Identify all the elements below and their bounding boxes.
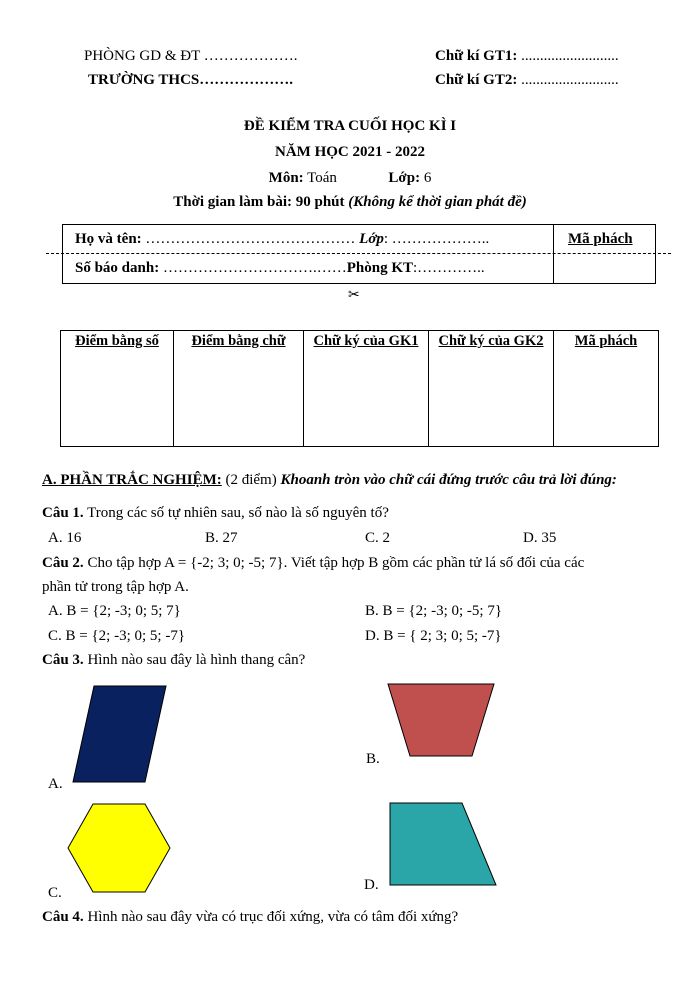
q3-option-d[interactable]: D. [364, 877, 379, 893]
cut-line [46, 253, 671, 254]
subject-label: Môn: [268, 170, 304, 186]
room-dots: :………….. [413, 260, 485, 276]
section-a-title: A. PHẦN TRẮC NGHIỆM: [42, 472, 222, 488]
dept-line: PHÒNG GD & ĐT ………………. [84, 48, 298, 64]
right-trapezoid-shape[interactable] [388, 801, 498, 887]
question-3 [42, 652, 305, 669]
time-line [0, 194, 700, 211]
score-table [60, 330, 659, 447]
q4-label: Câu 4. [42, 909, 84, 925]
sign-gt2 [435, 72, 619, 89]
time-note: (Không kể thời gian phát đề) [348, 194, 527, 210]
scissors-icon: ✂ [348, 288, 360, 303]
score-header: Chữ ký của GK1 [304, 331, 429, 447]
score-header: Điểm bằng số [61, 331, 174, 447]
question-4 [42, 909, 458, 926]
q1-option-a[interactable]: A. 16 [48, 530, 82, 546]
class-label: Lớp: [388, 170, 421, 186]
q1-option-d[interactable]: D. 35 [523, 530, 557, 546]
id-dots: ………………………….…… [159, 260, 347, 276]
q1-text: Trong các số tự nhiên sau, số nào là số nguyên tố? [83, 505, 389, 521]
hexagon-shape[interactable] [66, 802, 172, 894]
name-row [75, 231, 489, 248]
q2-option-d[interactable]: D. B = { 2; 3; 0; 5; -7} [365, 628, 502, 644]
question-1 [42, 505, 389, 522]
room-label: Phòng KT [346, 260, 413, 276]
score-header: Chữ ký của GK2 [429, 331, 554, 447]
q2-option-a[interactable]: A. B = {2; -3; 0; 5; 7} [48, 603, 181, 619]
subject-line [0, 170, 700, 187]
section-a-heading [42, 472, 617, 489]
q3-option-b[interactable]: B. [366, 751, 380, 767]
q2-option-b[interactable]: B. B = {2; -3; 0; -5; 7} [365, 603, 503, 619]
q1-option-b[interactable]: B. 27 [205, 530, 238, 546]
q2-text-line2: phần tử trong tập hợp A. [42, 579, 189, 595]
school-line: TRƯỜNG THCS………………. [88, 72, 294, 88]
class-field-label: Lớp [359, 231, 384, 247]
q1-option-c[interactable]: C. 2 [365, 530, 391, 546]
sign-gt1-dots: .......................... [517, 48, 619, 64]
name-dots: …………………………………… [141, 231, 360, 247]
class-value: 6 [420, 170, 432, 186]
id-row [75, 260, 485, 277]
q2-label: Câu 2. [42, 555, 84, 571]
sign-gt2-dots: .......................... [517, 72, 619, 88]
section-a-instruction: Khoanh tròn vào chữ cái đứng trước câu trả lời đúng: [280, 472, 617, 488]
time-label: Thời gian làm bài: 90 phút [173, 194, 349, 210]
score-header: Mã phách [554, 331, 659, 447]
q4-text: Hình nào sau đây vừa có trục đối xứng, vừa có tâm đối xứng? [83, 909, 459, 925]
q2-option-c[interactable]: C. B = {2; -3; 0; 5; -7} [48, 628, 186, 644]
school-year: NĂM HỌC 2021 - 2022 [275, 144, 425, 160]
score-header: Điểm bằng chữ [174, 331, 304, 447]
name-label: Họ và tên: [75, 231, 142, 247]
q3-label: Câu 3. [42, 652, 84, 668]
q3-text: Hình nào sau đây là hình thang cân? [83, 652, 306, 668]
id-label: Số báo danh: [75, 260, 160, 276]
sign-gt1-label: Chữ kí GT1: [435, 48, 518, 64]
sign-gt1 [435, 48, 619, 65]
q3-option-a[interactable]: A. [48, 776, 63, 792]
q1-label: Câu 1. [42, 505, 84, 521]
code-label: Mã phách [568, 231, 633, 247]
q2-text-line1: Cho tập hợp A = {-2; 3; 0; -5; 7}. Viết tập hợp B gồm các phần tử lá số đối của các [83, 555, 585, 571]
section-a-points: (2 điểm) [221, 472, 281, 488]
q3-option-c[interactable]: C. [48, 885, 62, 901]
exam-title: ĐỀ KIỂM TRA CUỐI HỌC KÌ I [243, 118, 457, 134]
class-dots: : ……………….. [383, 231, 490, 247]
question-2 [42, 555, 584, 572]
subject-value: Toán [303, 170, 337, 186]
isosceles-trapezoid-shape[interactable] [386, 682, 496, 758]
sign-gt2-label: Chữ kí GT2: [435, 72, 518, 88]
parallelogram-shape[interactable] [72, 684, 168, 784]
